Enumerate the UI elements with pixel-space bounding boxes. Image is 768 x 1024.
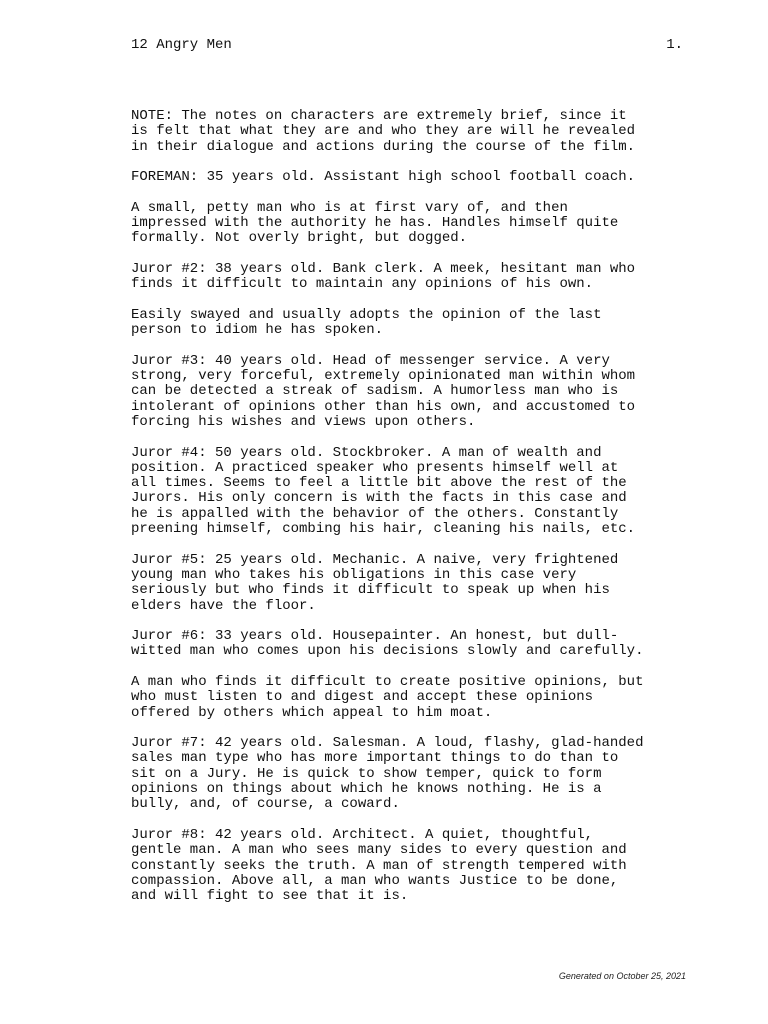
juror-6-summary: Juror #6: 33 years old. Housepainter. An honest, but dull- witted man who comes upon his decisions slowly and carefully. <box>131 628 644 660</box>
generated-date-footer: Generated on October 25, 2021 <box>558 971 686 981</box>
foreman-summary: FOREMAN: 35 years old. Assistant high school football coach. <box>131 169 636 186</box>
juror-6-description: A man who finds it difficult to create positive opinions, but who must listen to and digest and accept these opinions offered by others which appeal to him moat. <box>131 673 644 721</box>
juror-2-summary: Juror #2: 38 years old. Bank clerk. A meek, hesitant man who finds it difficult to maintain any opinions of his own. <box>131 260 636 293</box>
juror-2-description: Easily swayed and usually adopts the opinion of the last person to idiom he has spoken. <box>131 306 602 339</box>
document-title: 12 Angry Men <box>131 37 232 53</box>
juror-3-description: Juror #3: 40 years old. Head of messenger service. A very strong, very forceful, extremely opinionated man within whom can be detected a streak of sadism. A humorless man who is intolerant of opinions other than his own, and accustomed to forcing his wishes and views upon others. <box>131 352 636 430</box>
character-notes <box>131 109 691 920</box>
juror-4-description: Juror #4: 50 years old. Stockbroker. A man of wealth and position. A practiced speaker who presents himself well at all times. Seems to feel a little bit above the rest of the Jurors. His only concern is with the facts in this case and he is appalled with the behavior of the others. Constantly preening himself, combing his hair, cleaning his nails, etc. <box>131 444 636 538</box>
note-paragraph: NOTE: The notes on characters are extremely brief, since it is felt that what they are and who they are will he revealed in their dialogue and actions during the course of the film. <box>131 108 636 155</box>
page-header <box>131 38 683 53</box>
juror-8-description: Juror #8: 42 years old. Architect. A quiet, thoughtful, gentle man. A man who sees many sides to every question and constantly seeks the truth. A man of strength tempered with compassion. Above all, a man who wants Justice to be done, and will fight to see that it is. <box>131 826 627 905</box>
juror-5-description: Juror #5: 25 years old. Mechanic. A naive, very frightened young man who takes his obligations in this case very seriously but who finds it difficult to speak up when his elders have the floor. <box>131 551 619 614</box>
foreman-description: A small, petty man who is at first vary of, and then impressed with the authority he has. Handles himself quite formally. Not overly bright, but dogged. <box>131 199 619 247</box>
page-number: 1. <box>666 37 683 53</box>
juror-7-description: Juror #7: 42 years old. Salesman. A loud, flashy, glad-handed sales man type who has more important things to do than to sit on a Jury. He is quick to show temper, quick to form opinions on things about which he knows nothing. He is a bully, and, of course, a coward. <box>131 735 644 813</box>
